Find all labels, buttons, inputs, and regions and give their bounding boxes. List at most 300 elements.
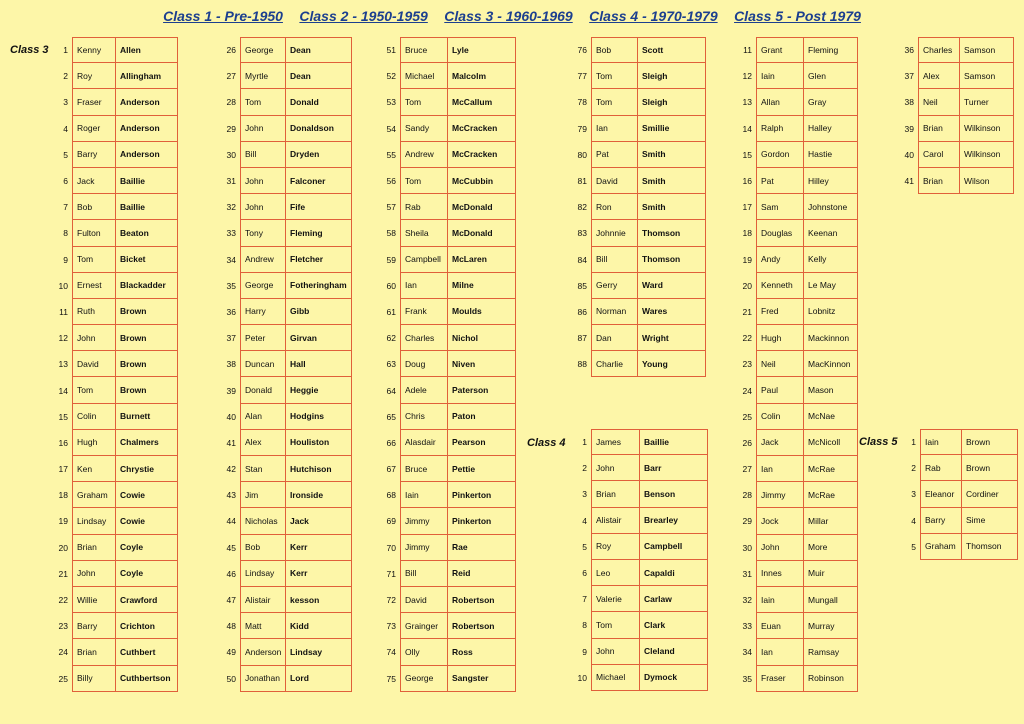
first-name-cell: Norman [591,299,638,325]
table-row [48,273,178,299]
row-number: 28 [226,97,236,108]
row-number: 34 [226,254,236,265]
row-number: 35 [742,673,752,684]
row-number: 14 [58,385,68,396]
row-number: 25 [58,673,68,684]
row-number: 42 [226,464,236,475]
row-number: 50 [226,673,236,684]
table-row [370,404,516,430]
row-number: 74 [386,647,396,658]
row-number: 13 [742,97,752,108]
first-name-cell: Barry [72,142,116,168]
table-row [48,116,178,142]
row-number: 14 [742,123,752,134]
table-row [212,482,352,508]
row-number: 86 [577,306,587,317]
first-name-cell: Tom [72,377,116,403]
table-row [562,325,706,351]
last-name-cell: Hastie [803,142,858,168]
row-number: 26 [226,45,236,56]
first-name-cell: Fred [756,299,804,325]
class2-heading: Class 2 - 1950-1959 [299,8,428,24]
last-name-cell: Mason [803,377,858,403]
table-row [370,666,516,692]
row-number: 4 [63,123,68,134]
table-row [212,377,352,403]
first-name-cell: Jim [240,482,286,508]
first-name-cell: Jack [756,430,804,456]
table-row [728,220,858,246]
row-number: 6 [582,568,587,579]
first-name-cell: Roy [72,63,116,89]
row-number: 26 [742,437,752,448]
first-name-cell: John [240,116,286,142]
first-name-cell: Tom [240,89,286,115]
first-name-cell: Bruce [400,37,448,63]
table-row [212,220,352,246]
table-row [48,430,178,456]
row-number: 27 [226,71,236,82]
table-row [48,63,178,89]
row-number: 28 [742,490,752,501]
table-row [212,351,352,377]
first-name-cell: John [756,535,804,561]
table-row [890,89,1014,115]
last-name-cell: Baillie [115,168,178,194]
first-name-cell: Jimmy [400,535,448,561]
first-name-cell: Sheila [400,220,448,246]
row-number: 10 [58,280,68,291]
row-number: 63 [386,359,396,370]
row-number: 60 [386,280,396,291]
row-number: 35 [226,280,236,291]
table-row [48,220,178,246]
last-name-cell: Brown [115,377,178,403]
first-name-cell: Pat [591,142,638,168]
last-name-cell: Smith [637,168,706,194]
last-name-cell: Thomson [637,247,706,273]
last-name-cell: Moulds [447,299,516,325]
row-number: 46 [226,568,236,579]
first-name-cell: Jock [756,508,804,534]
first-name-cell: Bill [400,561,448,587]
last-name-cell: Sleigh [637,89,706,115]
row-number: 80 [577,149,587,160]
table-row [890,116,1014,142]
first-name-cell: Hugh [756,325,804,351]
last-name-cell: Cleland [639,639,708,665]
table-row [728,168,858,194]
table-row [892,481,1018,507]
first-name-cell: Tom [400,168,448,194]
table-row [562,220,706,246]
first-name-cell: Sandy [400,116,448,142]
table-row [370,561,516,587]
row-number: 20 [58,542,68,553]
first-name-cell: Colin [756,404,804,430]
table-row [892,455,1018,481]
row-number: 2 [582,463,587,474]
table-row [370,430,516,456]
row-number: 38 [226,359,236,370]
first-name-cell: Ernest [72,273,116,299]
table-row [48,194,178,220]
first-name-cell: Jimmy [756,482,804,508]
last-name-cell: Fife [285,194,352,220]
first-name-cell: Graham [920,534,962,560]
first-name-cell: Charles [400,325,448,351]
first-name-cell: Graham [72,482,116,508]
table-row [48,247,178,273]
table-row [562,455,708,481]
row-number: 44 [226,516,236,527]
row-number: 38 [904,97,914,108]
last-name-cell: More [803,535,858,561]
first-name-cell: Kenneth [756,273,804,299]
table-row [370,220,516,246]
last-name-cell: Pinkerton [447,508,516,534]
first-name-cell: Fraser [72,89,116,115]
row-number: 55 [386,149,396,160]
last-name-cell: Cowie [115,482,178,508]
row-number: 88 [577,359,587,370]
row-number: 18 [58,490,68,501]
last-name-cell: Lord [285,666,352,692]
first-name-cell: Brian [918,116,960,142]
table-row [48,37,178,63]
first-name-cell: Tony [240,220,286,246]
row-number: 52 [386,71,396,82]
row-number: 83 [577,228,587,239]
last-name-cell: Capaldi [639,560,708,586]
first-name-cell: Johnnie [591,220,638,246]
row-number: 36 [226,306,236,317]
first-name-cell: Charles [918,37,960,63]
table-row [562,194,706,220]
table-row [212,508,352,534]
row-number: 4 [911,515,916,526]
table-row [728,299,858,325]
row-number: 11 [743,45,752,56]
first-name-cell: Alan [240,404,286,430]
roster-column-5 [562,429,708,691]
first-name-cell: Douglas [756,220,804,246]
first-name-cell: Sam [756,194,804,220]
table-row [562,299,706,325]
table-row [370,63,516,89]
row-number: 41 [904,176,914,187]
table-row [562,560,708,586]
row-number: 53 [386,97,396,108]
row-number: 61 [386,306,396,317]
table-row [562,534,708,560]
first-name-cell: David [72,351,116,377]
table-row [370,247,516,273]
row-number: 66 [386,437,396,448]
table-row [728,587,858,613]
last-name-cell: Cowie [115,508,178,534]
last-name-cell: Paterson [447,377,516,403]
last-name-cell: Donaldson [285,116,352,142]
last-name-cell: Campbell [639,534,708,560]
table-row [728,482,858,508]
first-name-cell: Tom [591,612,640,638]
last-name-cell: Baillie [115,194,178,220]
last-name-cell: Keenan [803,220,858,246]
first-name-cell: George [400,666,448,692]
first-name-cell: Alex [918,63,960,89]
first-name-cell: Billy [72,666,116,692]
last-name-cell: Millar [803,508,858,534]
row-number: 33 [742,621,752,632]
table-row [48,482,178,508]
last-name-cell: Fleming [803,37,858,63]
row-number: 72 [386,595,396,606]
last-name-cell: Kerr [285,561,352,587]
last-name-cell: Glen [803,63,858,89]
first-name-cell: Ron [591,194,638,220]
first-name-cell: Andy [756,247,804,273]
row-number: 71 [386,568,396,579]
first-name-cell: George [240,273,286,299]
table-row [212,666,352,692]
first-name-cell: Iain [400,482,448,508]
table-row [562,116,706,142]
table-row [48,142,178,168]
last-name-cell: Anderson [115,142,178,168]
last-name-cell: Smith [637,142,706,168]
first-name-cell: Bill [240,142,286,168]
row-number: 40 [226,411,236,422]
first-name-cell: Matt [240,613,286,639]
row-number: 22 [58,595,68,606]
row-number: 54 [386,123,396,134]
row-number: 12 [58,333,68,344]
last-name-cell: Coyle [115,535,178,561]
row-number: 20 [742,280,752,291]
row-number: 30 [226,149,236,160]
first-name-cell: Gerry [591,273,638,299]
row-number: 70 [386,542,396,553]
table-row [370,116,516,142]
last-name-cell: McCubbin [447,168,516,194]
last-name-cell: Paton [447,404,516,430]
last-name-cell: Brown [115,299,178,325]
last-name-cell: Lobnitz [803,299,858,325]
row-number: 29 [226,123,236,134]
class5-heading: Class 5 - Post 1979 [734,8,861,24]
last-name-cell: Cuthbertson [115,666,178,692]
row-number: 11 [59,306,68,317]
first-name-cell: Eleanor [920,481,962,507]
last-name-cell: McRae [803,456,858,482]
first-name-cell: Barry [920,508,962,534]
table-row [728,561,858,587]
table-row [890,63,1014,89]
row-number: 2 [63,71,68,82]
row-number: 69 [386,516,396,527]
table-row [370,587,516,613]
row-number: 18 [742,228,752,239]
table-row [370,299,516,325]
table-row [890,142,1014,168]
table-row [728,430,858,456]
table-row [48,456,178,482]
table-row [370,194,516,220]
class3-label: Class 3 [10,44,49,56]
first-name-cell: Brian [591,481,640,507]
row-number: 84 [577,254,587,265]
table-row [728,639,858,665]
row-number: 8 [63,228,68,239]
row-number: 23 [58,621,68,632]
last-name-cell: Ramsay [803,639,858,665]
row-number: 47 [226,595,236,606]
table-row [892,534,1018,560]
row-number: 13 [58,359,68,370]
last-name-cell: McCallum [447,89,516,115]
table-row [562,168,706,194]
first-name-cell: Alistair [240,587,286,613]
table-row [728,273,858,299]
row-number: 25 [742,411,752,422]
last-name-cell: McNae [803,404,858,430]
table-row [728,613,858,639]
last-name-cell: Kerr [285,535,352,561]
table-row [48,325,178,351]
row-number: 64 [386,385,396,396]
first-name-cell: Brian [72,535,116,561]
row-number: 1 [911,437,916,448]
first-name-cell: Myrtle [240,63,286,89]
row-number: 15 [742,149,752,160]
row-number: 9 [582,646,587,657]
last-name-cell: Turner [959,89,1014,115]
first-name-cell: Bob [72,194,116,220]
row-number: 40 [904,149,914,160]
table-row [212,535,352,561]
table-row [370,639,516,665]
first-name-cell: Pat [756,168,804,194]
last-name-cell: Blackadder [115,273,178,299]
first-name-cell: Harry [240,299,286,325]
last-name-cell: Ross [447,639,516,665]
first-name-cell: Ian [591,116,638,142]
first-name-cell: Lindsay [72,508,116,534]
last-name-cell: Hilley [803,168,858,194]
table-row [370,535,516,561]
last-name-cell: Pettie [447,456,516,482]
first-name-cell: Iain [756,587,804,613]
first-name-cell: Jonathan [240,666,286,692]
row-number: 49 [226,647,236,658]
row-number: 48 [226,621,236,632]
last-name-cell: Nichol [447,325,516,351]
last-name-cell: Mungall [803,587,858,613]
table-row [370,89,516,115]
row-number: 67 [386,464,396,475]
table-row [212,142,352,168]
row-number: 16 [58,437,68,448]
class4-heading: Class 4 - 1970-1979 [589,8,718,24]
row-number: 43 [226,490,236,501]
first-name-cell: Ralph [756,116,804,142]
first-name-cell: Lindsay [240,561,286,587]
last-name-cell: Kelly [803,247,858,273]
last-name-cell: Lyle [447,37,516,63]
table-row [212,89,352,115]
first-name-cell: John [72,561,116,587]
table-row [728,456,858,482]
row-number: 56 [386,176,396,187]
table-row [212,299,352,325]
row-number: 3 [911,489,916,500]
first-name-cell: Donald [240,377,286,403]
last-name-cell: Wares [637,299,706,325]
table-row [212,639,352,665]
table-row [370,377,516,403]
last-name-cell: Clark [639,612,708,638]
first-name-cell: Valerie [591,586,640,612]
row-number: 36 [904,45,914,56]
first-name-cell: Roy [591,534,640,560]
table-row [370,142,516,168]
row-number: 5 [63,149,68,160]
row-number: 33 [226,228,236,239]
row-number: 82 [577,202,587,213]
last-name-cell: Houliston [285,430,352,456]
last-name-cell: Wilkinson [959,142,1014,168]
table-row [562,481,708,507]
last-name-cell: Pinkerton [447,482,516,508]
table-row [370,168,516,194]
first-name-cell: Adele [400,377,448,403]
last-name-cell: Fotheringham [285,273,352,299]
first-name-cell: Euan [756,613,804,639]
first-name-cell: Brian [72,639,116,665]
first-name-cell: Stan [240,456,286,482]
table-row [370,37,516,63]
row-number: 32 [742,595,752,606]
last-name-cell: Jack [285,508,352,534]
row-number: 12 [742,71,752,82]
class5-label: Class 5 [859,436,898,448]
table-row [562,89,706,115]
first-name-cell: Tom [591,63,638,89]
first-name-cell: Ruth [72,299,116,325]
table-row [728,37,858,63]
last-name-cell: Rae [447,535,516,561]
table-row [212,116,352,142]
table-row [728,116,858,142]
last-name-cell: Dymock [639,665,708,691]
last-name-cell: Chalmers [115,430,178,456]
table-row [370,456,516,482]
class3-heading: Class 3 - 1960-1969 [444,8,573,24]
first-name-cell: Bruce [400,456,448,482]
first-name-cell: Peter [240,325,286,351]
roster-column-8 [892,429,1018,560]
last-name-cell: Bicket [115,247,178,273]
last-name-cell: McDonald [447,194,516,220]
first-name-cell: Michael [591,665,640,691]
row-number: 30 [742,542,752,553]
table-row [48,168,178,194]
table-row [892,429,1018,455]
first-name-cell: Tom [400,89,448,115]
first-name-cell: Tom [72,247,116,273]
row-number: 68 [386,490,396,501]
